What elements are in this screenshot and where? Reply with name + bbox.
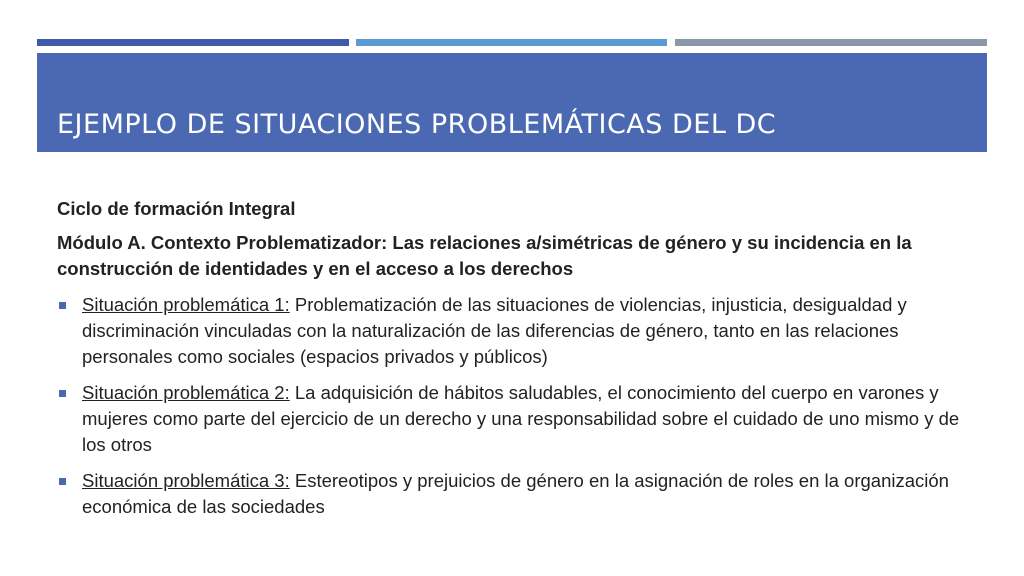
accent-bar-middle: [356, 39, 667, 46]
module-description: Módulo A. Contexto Problematizador: Las relaciones a/simétricas de género y su incidencia en la construcción de identidades y en el acceso a los derechos: [57, 232, 912, 279]
square-bullet-icon: [59, 302, 66, 309]
slide-title: EJEMPLO DE SITUACIONES PROBLEMÁTICAS DEL DC: [57, 109, 777, 140]
situation-text: La adquisición de hábitos saludables, el conocimiento del cuerpo en varones y mujeres como parte del ejercicio de un derecho y una responsabilidad sobre el cuidado de uno mismo y de los otros: [82, 382, 960, 455]
situation-list: [57, 292, 977, 520]
section-heading: Ciclo de formación Integral: [57, 198, 296, 219]
accent-bar-right: [675, 39, 987, 46]
situation-text: Problematización de las situaciones de violencias, injusticia, desigualdad y discriminación vinculadas con la naturalización de las diferencias de género, tanto en las relaciones personales como sociales (espacios privados y públicos): [82, 294, 907, 367]
title-band: [37, 53, 987, 152]
situation-label: Situación problemática 1:: [82, 294, 290, 315]
list-item: [57, 292, 977, 370]
list-item: [57, 468, 977, 520]
situation-label: Situación problemática 2:: [82, 382, 290, 403]
square-bullet-icon: [59, 390, 66, 397]
square-bullet-icon: [59, 478, 66, 485]
accent-bar-left: [37, 39, 349, 46]
situation-text: Estereotipos y prejuicios de género en la asignación de roles en la organización económica de las sociedades: [82, 470, 949, 517]
slide-content: [57, 196, 977, 530]
situation-label: Situación problemática 3:: [82, 470, 290, 491]
list-item: [57, 380, 977, 458]
